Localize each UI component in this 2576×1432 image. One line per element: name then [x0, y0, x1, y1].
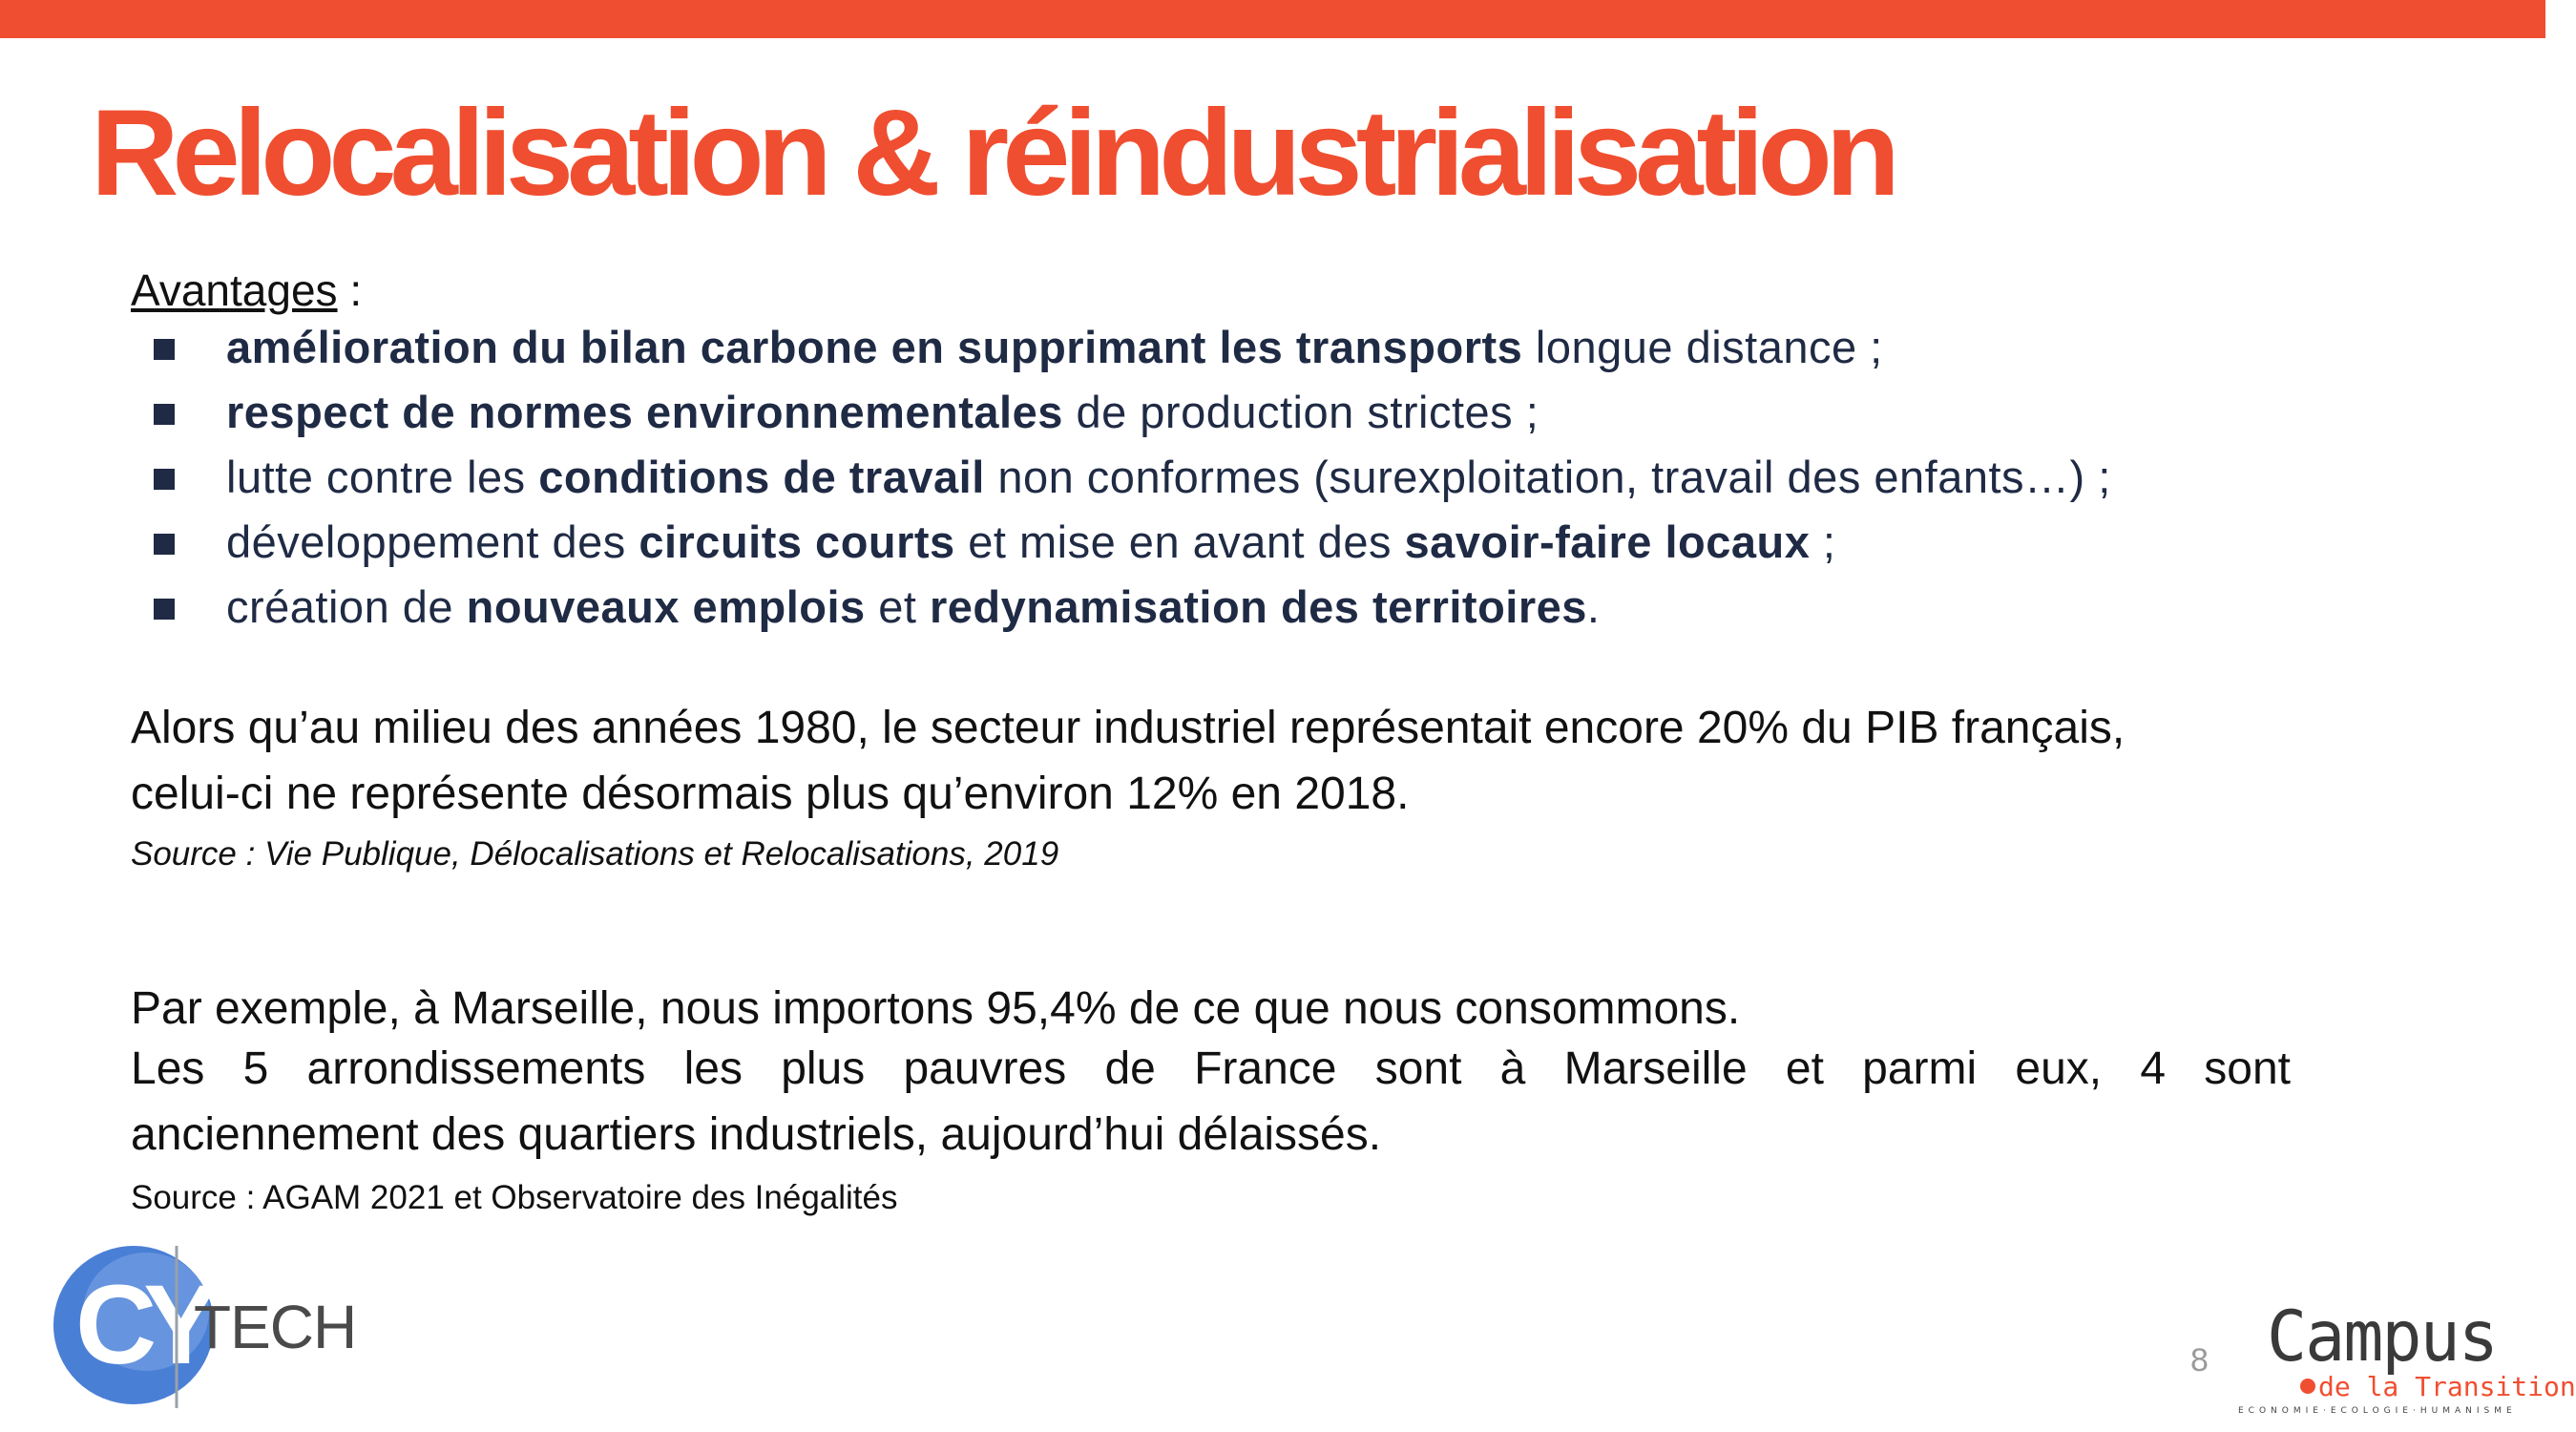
campus-logo-word: Campus [2267, 1295, 2497, 1379]
cy-tech-logo-icon [43, 1241, 367, 1413]
advantage-item-plain-text: ; [1810, 516, 1836, 567]
advantage-item-plain-text: longue distance ; [1522, 322, 1883, 372]
advantage-item-text [226, 380, 1539, 445]
advantage-item-plain-text: lutte contre les [226, 452, 539, 502]
top-accent-bar [0, 0, 2545, 38]
square-bullet-icon [154, 469, 175, 490]
industry-paragraph-line-1: Alors qu’au milieu des années 1980, le secteur industriel représentait encore 20% du PIB français, [131, 703, 2126, 753]
advantage-item-plain-text: non conformes (surexploitation, travail des enfants…) ; [984, 452, 2111, 502]
cy-logo-mark: CY [75, 1262, 205, 1388]
advantage-item-plain-text: développement des [226, 516, 639, 567]
marseille-source: Source : AGAM 2021 et Observatoire des Inégalités [131, 1179, 898, 1216]
marseille-paragraph-line-2: Les 5 arrondissements les plus pauvres de France sont à Marseille et parmi eux, 4 sont [131, 1043, 2291, 1094]
marseille-paragraph-line-3: anciennement des quartiers industriels, aujourd’hui délaissés. [131, 1109, 1382, 1160]
campus-dot-icon [2300, 1379, 2315, 1394]
industry-paragraph-line-2: celui-ci ne représente désormais plus qu’environ 12% en 2018. [131, 769, 1410, 819]
advantage-item-plain-text: et [865, 581, 930, 632]
advantage-item-bold-text: conditions de travail [538, 452, 985, 502]
slide-title: Relocalisation & réindustrialisation [91, 85, 1894, 221]
marseille-paragraph-line-1: Par exemple, à Marseille, nous importons 95,4% de ce que nous consommons. [131, 983, 1741, 1034]
advantage-item-text [226, 510, 1836, 575]
advantage-item-text [226, 445, 2111, 510]
advantage-item-text [226, 575, 1600, 640]
advantage-item-bold-text: respect de normes environnementales [226, 387, 1063, 437]
square-bullet-icon [154, 404, 175, 425]
campus-logo-tagline: ECONOMIE·ECOLOGIE·HUMANISME [2238, 1406, 2517, 1416]
advantage-item-plain-text: création de [226, 581, 467, 632]
advantage-item-plain-text: de production strictes ; [1062, 387, 1539, 437]
square-bullet-icon [154, 339, 175, 360]
industry-source: Source : Vie Publique, Délocalisations et Relocalisations, 2019 [131, 835, 1059, 873]
advantage-item-plain-text: et mise en avant des [954, 516, 1405, 567]
advantages-heading-colon: : [337, 265, 363, 315]
advantage-item-bold-text: nouveaux emplois [466, 581, 866, 632]
cy-logo-word: TECH [194, 1293, 357, 1361]
page-number: 8 [2190, 1342, 2209, 1379]
advantage-item-bold-text: savoir-faire locaux [1404, 516, 1811, 567]
square-bullet-icon [154, 534, 175, 555]
advantages-heading [131, 263, 362, 317]
advantages-heading-label: Avantages [131, 265, 338, 315]
campus-logo-sub [2300, 1373, 2576, 1401]
campus-logo-sub-text: de la Transition [2318, 1371, 2576, 1402]
square-bullet-icon [154, 599, 175, 620]
advantage-item-plain-text: . [1586, 581, 1601, 632]
advantage-item-bold-text: circuits courts [639, 516, 955, 567]
advantage-item-text [226, 315, 1883, 380]
campus-de-la-transition-logo-icon [2238, 1295, 2576, 1422]
advantage-item-bold-text: redynamisation des territoires [930, 581, 1587, 632]
advantage-item-bold-text: amélioration du bilan carbone en supprimant les transports [226, 322, 1523, 372]
